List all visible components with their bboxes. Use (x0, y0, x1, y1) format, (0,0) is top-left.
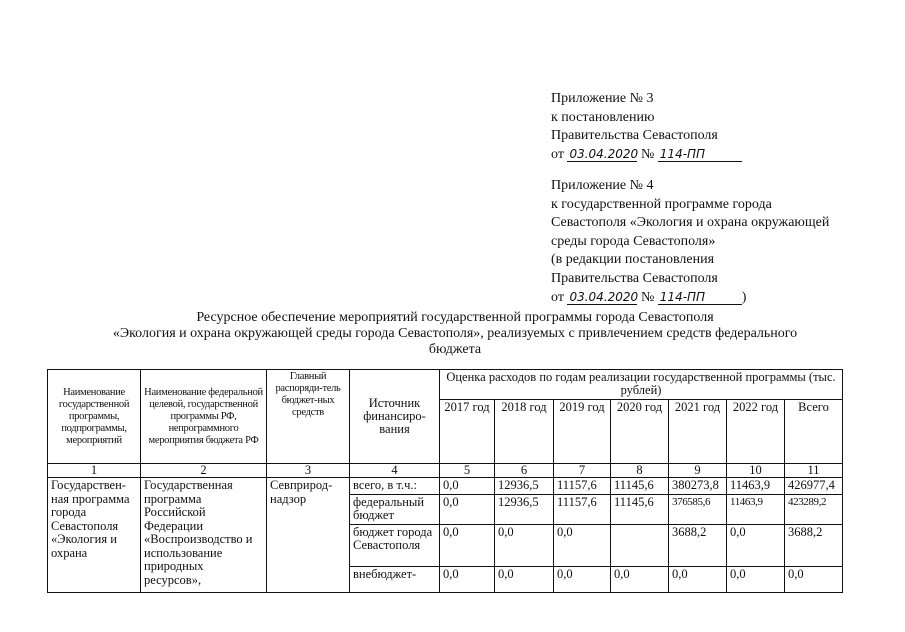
header-manager: Главный распоряди-тель бюджет-ных средств (267, 370, 350, 464)
column-number: 8 (611, 464, 669, 478)
appendix-4-line5: (в редакции постановления (551, 252, 715, 268)
value-cell: 3688,2 (785, 524, 843, 566)
header-program-name: Наименование государственной программы, подпрограммы, мероприятий (48, 370, 141, 464)
value-cell: 0,0 (440, 478, 495, 495)
manager-cell: Севприрод-надзор (267, 478, 350, 593)
appendix-4-line3: Севастополя «Экология и охрана окружающей (551, 215, 830, 231)
value-cell: 426977,4 (785, 478, 843, 495)
appendix-4-line6: Правительства Севастополя (551, 270, 718, 286)
column-number: 11 (785, 464, 843, 478)
value-cell: 0,0 (495, 566, 554, 592)
number-sign: № (640, 146, 655, 162)
column-number: 3 (267, 464, 350, 478)
program-name-cell: Государствен-ная программа города Севастополя «Экология и охрана (48, 478, 141, 593)
value-cell: 11145,6 (611, 478, 669, 495)
resource-table (47, 369, 843, 593)
value-cell: 423289,2 (785, 494, 843, 524)
appendix-4-date-line (551, 289, 829, 308)
header-estimate: Оценка расходов по годам реализации государственной программы (тыс. рублей) (440, 370, 843, 400)
appendix-3-title: Приложение № 3 (551, 91, 654, 106)
value-cell: 11463,9 (727, 494, 785, 524)
column-number: 4 (350, 464, 440, 478)
header-year: 2020 год (611, 400, 669, 464)
number-sign: № (640, 289, 655, 305)
value-cell: 0,0 (727, 566, 785, 592)
header-year: 2017 год (440, 400, 495, 464)
appendix-4-line4: среды города Севастополя» (551, 233, 716, 249)
value-cell: 11463,9 (727, 478, 785, 495)
value-cell: 376585,6 (669, 494, 727, 524)
value-cell: 0,0 (440, 494, 495, 524)
handwritten-date: 03.04.2020 (569, 146, 639, 161)
value-cell: 380273,8 (669, 478, 727, 495)
title-line-2: «Экология и охрана окружающей среды города Севастополя», реализуемых с привлечением средств федерального (112, 326, 798, 341)
value-cell: 0,0 (440, 566, 495, 592)
date-prefix: от (551, 289, 564, 305)
value-cell: 3688,2 (669, 524, 727, 566)
header-year: 2021 год (669, 400, 727, 464)
title-line-1: Ресурсное обеспечение мероприятий государственной программы города Севастополя (196, 310, 714, 325)
value-cell: 0,0 (554, 524, 611, 566)
header-year: 2019 год (554, 400, 611, 464)
appendix-3-block (551, 90, 742, 164)
appendix-4-line2: к государственной программе города (551, 196, 772, 212)
column-number: 6 (495, 464, 554, 478)
appendix-4-block (551, 177, 829, 307)
value-cell: 0,0 (611, 566, 669, 592)
value-cell: 12936,5 (495, 478, 554, 495)
value-cell: 0,0 (440, 524, 495, 566)
column-number: 1 (48, 464, 141, 478)
value-cell: 0,0 (669, 566, 727, 592)
value-cell (611, 524, 669, 566)
header-total: Всего (785, 400, 843, 464)
column-number: 7 (554, 464, 611, 478)
value-cell: 11145,6 (611, 494, 669, 524)
header-year: 2018 год (495, 400, 554, 464)
column-number: 5 (440, 464, 495, 478)
value-cell: 12936,5 (495, 494, 554, 524)
handwritten-date: 03.04.2020 (569, 289, 639, 304)
header-year: 2022 год (727, 400, 785, 464)
column-number: 10 (727, 464, 785, 478)
handwritten-number: 114-ПП (658, 147, 742, 162)
value-cell: 0,0 (785, 566, 843, 592)
appendix-3-date-line (551, 146, 742, 165)
source-cell: бюджет города Севастополя (350, 524, 440, 566)
appendix-3-line3: Правительства Севастополя (551, 128, 718, 144)
column-number: 2 (141, 464, 267, 478)
appendix-4-title: Приложение № 4 (551, 178, 654, 193)
value-cell: 0,0 (495, 524, 554, 566)
source-cell: федеральный бюджет (350, 494, 440, 524)
source-cell: всего, в т.ч.: (350, 478, 440, 495)
value-cell: 0,0 (554, 566, 611, 592)
federal-program-cell: Государственная программа Российской Федерации «Воспроизводство и использование природных ресурсов», (141, 478, 267, 593)
handwritten-number: 114-ПП (658, 290, 742, 305)
date-prefix: от (551, 146, 564, 162)
appendix-3-line2: к постановлению (551, 109, 655, 125)
header-source: Источник финансиро-вания (350, 370, 440, 464)
table-row (48, 478, 843, 495)
source-cell: внебюджет- (350, 566, 440, 592)
document-title (40, 310, 870, 358)
header-federal-program: Наименование федеральной целевой, государственной программы РФ, непрограммного мероприятия бюджета РФ (141, 370, 267, 464)
value-cell: 0,0 (727, 524, 785, 566)
closing-paren: ) (741, 289, 747, 305)
value-cell: 11157,6 (554, 478, 611, 495)
value-cell: 11157,6 (554, 494, 611, 524)
column-number: 9 (669, 464, 727, 478)
title-line-3: бюджета (428, 342, 482, 357)
